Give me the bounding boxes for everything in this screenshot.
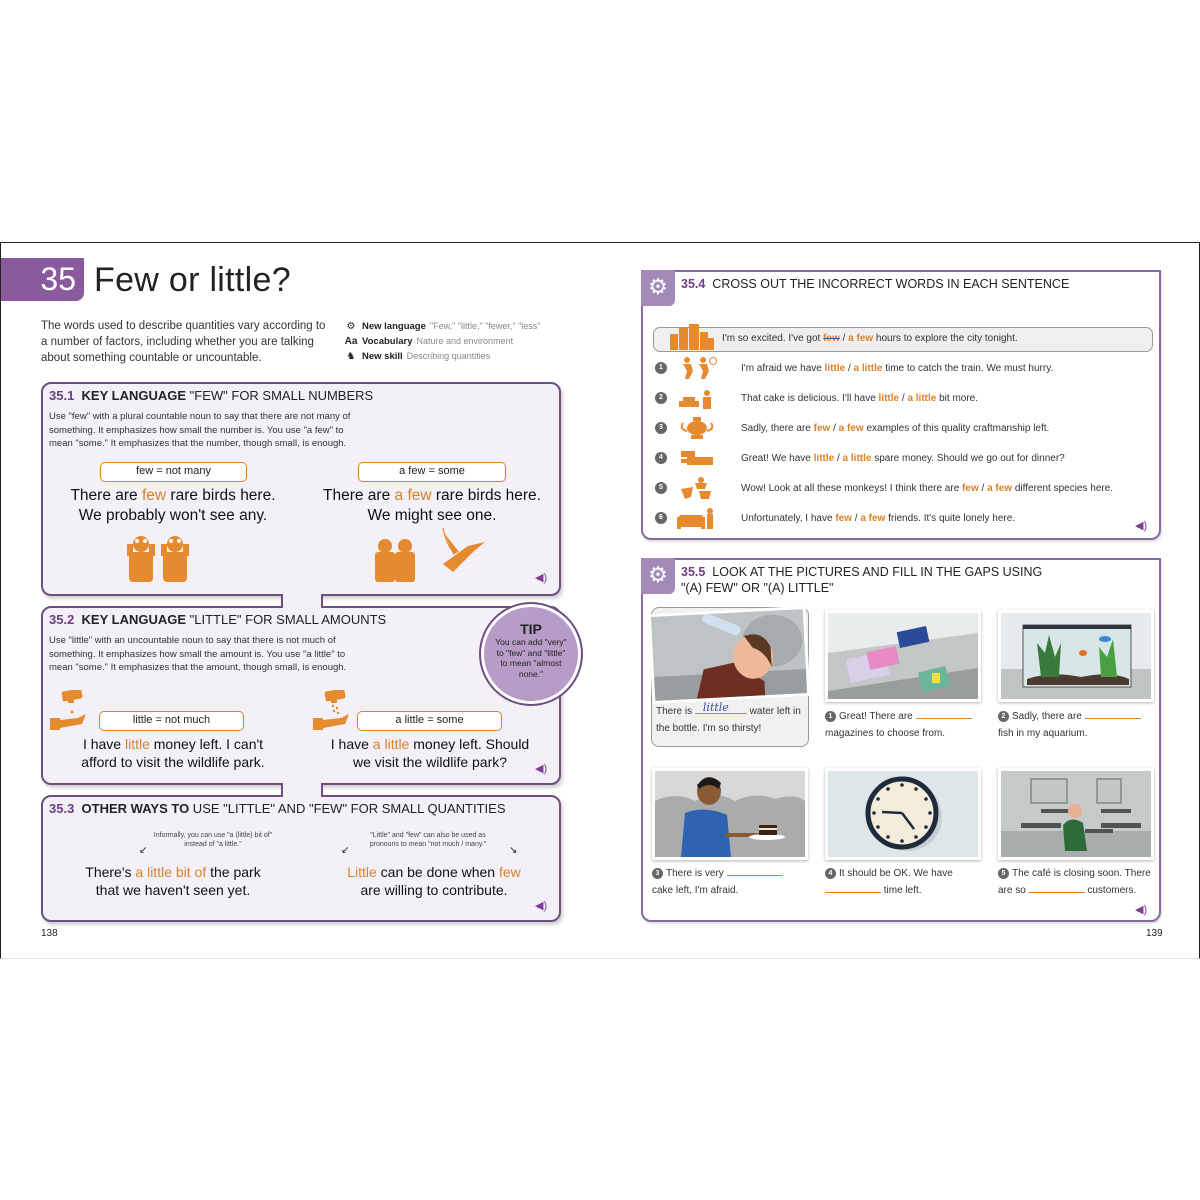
curved-arrow-icon: ↙ — [139, 845, 148, 856]
exercise-item-2: 2 That cake is delicious. I'll have little / a little bit more. — [655, 386, 978, 410]
option-word[interactable]: a little — [842, 452, 872, 464]
curved-arrow-icon: ↙ — [341, 845, 350, 856]
example-answer: little — [702, 701, 729, 714]
exercise-item-1: 1 I'm afraid we have little / a little time to catch the train. We must hurry. — [655, 356, 1053, 380]
item-4-caption: 4 It should be OK. We have time left. — [825, 865, 985, 899]
exercise-item-4: 4 Great! We have little / a little spare money. Should we go out for dinner? — [655, 446, 1065, 470]
option-word[interactable]: few — [962, 482, 979, 494]
cake-eater-icon — [677, 387, 717, 409]
audio-speaker-icon[interactable]: ◀) — [1135, 904, 1148, 916]
man-drinking-water-picture — [648, 606, 810, 704]
aquarium-picture — [998, 610, 1154, 702]
example-caption: There is little water left in the bottle. I'm so thirsty! — [656, 701, 801, 734]
example-a-little: I have a little money left. Should we visit the wildlife park? — [330, 736, 530, 770]
option-word[interactable]: a few — [848, 333, 874, 344]
birdwatchers-with-bird-icon — [373, 524, 493, 584]
curved-arrow-icon: ↘ — [509, 845, 518, 856]
puzzle-icon: ♞ — [346, 351, 356, 362]
option-word[interactable]: little — [813, 452, 835, 464]
money-stack-icon — [677, 447, 717, 469]
city-buildings-icon — [670, 324, 714, 350]
section-heading: 35.1 KEY LANGUAGE "FEW" FOR SMALL NUMBERS — [49, 388, 374, 403]
birdwatchers-icon — [127, 536, 193, 582]
meta-new-language: ⚙ New language "Few," "little," "fewer," "less" — [344, 319, 540, 334]
answer-blank[interactable] — [916, 709, 972, 719]
exercise-35-4 — [641, 270, 1161, 540]
section-35-2 — [41, 606, 561, 785]
vase-icon — [677, 417, 717, 439]
audio-speaker-icon[interactable]: ◀) — [535, 763, 548, 775]
answer-blank[interactable] — [825, 883, 881, 893]
audio-speaker-icon[interactable]: ◀) — [535, 900, 548, 912]
page-number-left: 138 — [41, 928, 58, 939]
meta-vocabulary: Aa Vocabulary Nature and environment — [344, 336, 514, 347]
option-word[interactable]: few — [835, 512, 852, 524]
option-word[interactable]: a little — [853, 362, 883, 374]
item-1-caption: 1 Great! There are magazines to choose from. — [825, 708, 985, 742]
section-35-1 — [41, 382, 561, 596]
vocabulary-icon: Aa — [344, 336, 358, 347]
connector — [281, 594, 323, 608]
option-word[interactable]: a few — [987, 482, 1013, 494]
exercise-heading: 35.5 LOOK AT THE PICTURES AND FILL IN THE GAPS USING "(A) FEW" OR "(A) LITTLE" — [681, 565, 1043, 595]
intro-text: The words used to describe quantities vary according to a number of factors, including whether you are talking about something countable or uncountable. — [41, 320, 326, 364]
pill-little-not-much: little = not much — [99, 711, 244, 731]
option-word[interactable]: little — [878, 392, 900, 404]
audio-speaker-icon[interactable]: ◀) — [1135, 520, 1148, 532]
pill-few-not-many: few = not many — [100, 462, 247, 482]
answer-blank[interactable] — [727, 866, 783, 876]
answer-blank[interactable] — [1029, 883, 1085, 893]
worked-example-card — [651, 607, 809, 747]
page-title: Few or little? — [94, 261, 291, 299]
book-spread — [0, 242, 1200, 959]
section-body: Use "few" with a plural countable noun to say that there are not many of something. It emphasizes how small the number is. You use "a few" to mean "some." It emphasizes that the number, though small, is enough. — [49, 411, 351, 449]
option-word[interactable]: little — [824, 362, 846, 374]
example-sentence: I'm so excited. I've got few / a few hours to explore the city tonight. — [722, 333, 1018, 344]
pill-a-little-some: a little = some — [357, 711, 502, 731]
unit-number-tab: 35 — [1, 258, 84, 301]
man-with-cake-picture — [652, 768, 808, 860]
connector — [281, 783, 323, 797]
unit-meta — [344, 319, 540, 364]
monkeys-icon — [677, 477, 717, 499]
exercise-heading: 35.4 CROSS OUT THE INCORRECT WORDS IN EACH SENTENCE — [681, 277, 1070, 291]
page-number-right: 139 — [1146, 928, 1163, 939]
pill-a-few-some: a few = some — [358, 462, 506, 482]
exercise-35-5 — [641, 558, 1161, 922]
gears-icon: ⚙ — [641, 558, 675, 594]
pouring-a-little-icon — [311, 690, 355, 732]
example-a-little-bit-of: There's a little bit of the park that we haven't seen yet. — [85, 864, 261, 898]
option-word[interactable]: a few — [838, 422, 864, 434]
gears-icon: ⚙ — [346, 321, 356, 332]
item-2-caption: 2 Sadly, there are fish in my aquarium. — [998, 708, 1158, 742]
audio-speaker-icon[interactable]: ◀) — [535, 572, 548, 584]
section-35-3 — [41, 795, 561, 922]
option-word[interactable]: a few — [860, 512, 886, 524]
option-word[interactable]: a little — [907, 392, 937, 404]
wall-clock-picture — [825, 768, 981, 860]
empty-cafe-picture — [998, 768, 1154, 860]
crossed-out-word[interactable]: few — [823, 333, 840, 344]
tip-bubble: TIP You can add "very" to "few" and "little" to mean "almost none." — [481, 604, 581, 704]
worked-example — [653, 327, 1153, 352]
example-little: I have little money left. I can't afford to visit the wildlife park. — [81, 736, 265, 770]
note-pronouns: "Little" and "few" can also be used as pronouns to mean "not much / many." — [369, 832, 487, 848]
answer-blank[interactable] — [1085, 709, 1141, 719]
example-a-few: There are a few rare birds here. We might see one. — [323, 487, 541, 524]
exercise-item-3: 3 Sadly, there are few / a few examples of this quality craftmanship left. — [655, 416, 1049, 440]
item-5-caption: 5 The café is closing soon. There are so customers. — [998, 868, 1151, 896]
magazines-picture — [825, 610, 981, 702]
section-body: Use "little" with an uncountable noun to say that there is not much of something. It emphasizes how small the amount is. You use "a little" to mean "some." It emphasizes that the amount, though small, is enough. — [49, 635, 347, 673]
exercise-item-5: 5 Wow! Look at all these monkeys! I think there are few / a few different species here. — [655, 476, 1113, 500]
option-word[interactable]: few — [813, 422, 831, 434]
running-people-icon — [677, 357, 717, 379]
gears-icon: ⚙ — [641, 270, 675, 306]
section-heading: 35.3 OTHER WAYS TO USE "LITTLE" AND "FEW" FOR SMALL QUANTITIES — [49, 801, 506, 816]
example-pronouns: Little can be done when few are willing to contribute. — [347, 864, 521, 898]
exercise-item-6: 6 Unfortunately, I have few / a few friends. It's quite lonely here. — [655, 506, 1015, 530]
example-few: There are few rare birds here. We probably won't see any. — [70, 487, 276, 524]
note-informal: Informally, you can use "a (little) bit of" instead of "a little." — [153, 832, 273, 848]
sofa-person-icon — [677, 507, 717, 529]
item-3-caption: 3 There is very cake left, I'm afraid. — [652, 865, 812, 899]
pouring-little-icon — [48, 690, 92, 732]
section-heading: 35.2 KEY LANGUAGE "LITTLE" FOR SMALL AMOUNTS — [49, 612, 387, 627]
meta-new-skill: ♞ New skill Describing quantities — [344, 349, 540, 364]
